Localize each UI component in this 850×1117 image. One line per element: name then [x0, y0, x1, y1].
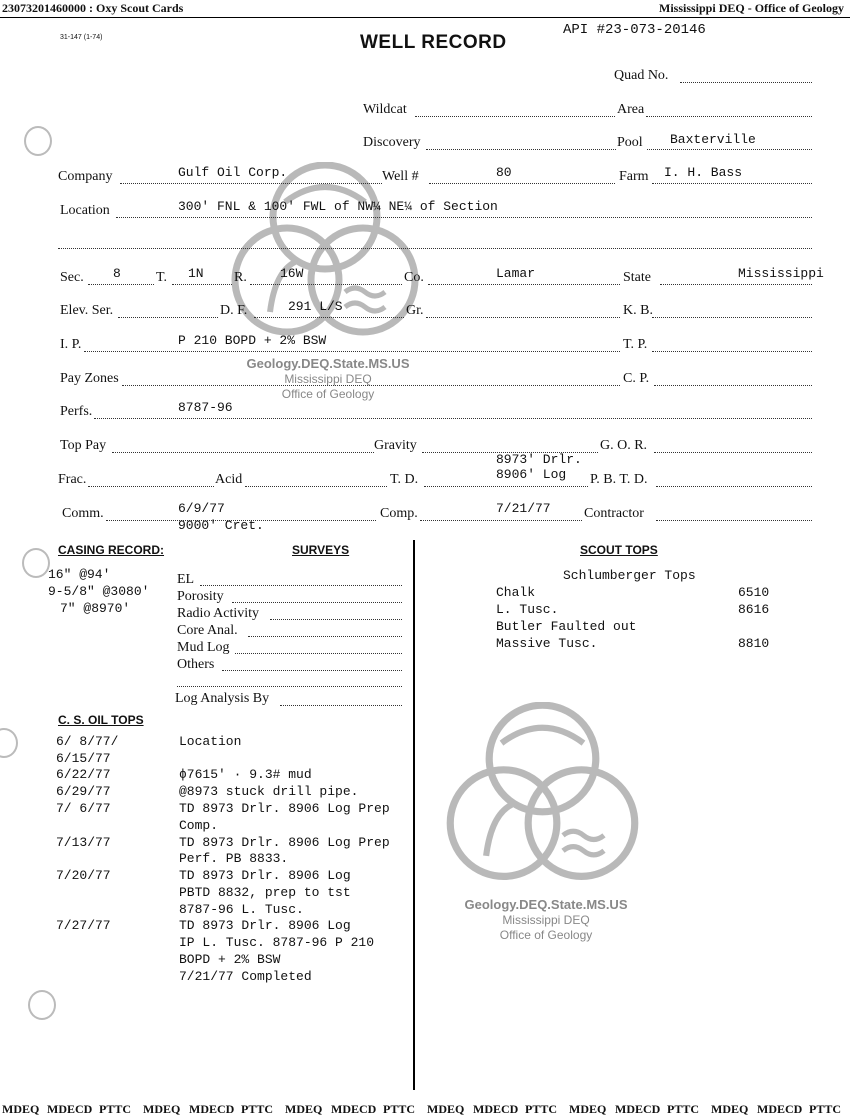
- comp-label: Comp.: [380, 506, 418, 521]
- survey-item-others: Others: [177, 657, 215, 672]
- deq-watermark-logo: [440, 702, 645, 897]
- df-value: 291 L/S: [288, 299, 343, 314]
- log-entry-text: TD 8973 Drlr. 8906 Log Prep: [179, 835, 390, 850]
- punch-hole: [0, 728, 18, 758]
- footer-item: MDECD: [331, 1102, 377, 1116]
- footer-item: PTTC: [667, 1102, 700, 1116]
- gravity-label: Gravity: [374, 438, 417, 453]
- punch-hole: [22, 548, 50, 578]
- footer-item: MDEQ: [2, 1102, 40, 1116]
- td-label: T. D.: [390, 472, 419, 487]
- log-entry-text: 7/21/77 Completed: [179, 969, 312, 984]
- t-value: 1N: [188, 266, 204, 281]
- scout-top-name: Massive Tusc.: [496, 636, 598, 651]
- log-entry-text: Comp.: [179, 818, 219, 833]
- log-entry-text: Perf. PB 8833.: [179, 851, 289, 866]
- watermark-agency: Mississippi DEQ: [284, 372, 372, 386]
- state-value: Mississippi: [738, 266, 824, 281]
- casing-record-heading: CASING RECORD:: [58, 543, 165, 557]
- log-entry-text: TD 8973 Drlr. 8906 Log Prep: [179, 801, 390, 816]
- watermark-url: Geology.DEQ.State.MS.US: [246, 356, 410, 371]
- cs-oil-tops-heading: C. S. OIL TOPS: [58, 713, 144, 727]
- pay-zones-label: Pay Zones: [60, 371, 119, 386]
- discovery-label: Discovery: [363, 135, 421, 150]
- page-title: WELL RECORD: [360, 32, 507, 53]
- cp-label: C. P.: [623, 371, 650, 386]
- log-entry-text: IP L. Tusc. 8787-96 P 210: [179, 935, 375, 950]
- casing-line: 9-5/8" @3080': [48, 584, 150, 599]
- td-log-value: 8906' Log: [496, 467, 567, 482]
- footer-item: MDECD: [757, 1102, 803, 1116]
- comm-label: Comm.: [62, 506, 104, 521]
- footer-item: MDEQ: [569, 1102, 607, 1116]
- top-pay-label: Top Pay: [60, 438, 107, 453]
- footer-item: MDECD: [47, 1102, 93, 1116]
- casing-line: 16" @94': [48, 567, 111, 582]
- log-entry-text: @8973 stuck drill pipe.: [179, 784, 359, 799]
- log-entry-date: 7/20/77: [56, 868, 111, 883]
- form-number: 31-147 (1-74): [60, 34, 103, 41]
- log-entry-text: Location: [179, 734, 242, 749]
- footer-item: MDEQ: [711, 1102, 749, 1116]
- pool-value: Baxterville: [670, 132, 756, 147]
- watermark-office: Office of Geology: [499, 928, 593, 942]
- comm-value: 6/9/77: [178, 501, 225, 516]
- comp-value: 7/21/77: [496, 501, 551, 516]
- footer-item: MDEQ: [143, 1102, 181, 1116]
- footer-item: PTTC: [809, 1102, 842, 1116]
- location-value: 300' FNL & 100' FWL of NW¼ NE¼ of Section: [178, 199, 498, 214]
- log-entry-text: TD 8973 Drlr. 8906 Log: [179, 918, 351, 933]
- header-agency: Mississippi DEQ - Office of Geology: [659, 1, 844, 15]
- api-number: API #23-073-20146: [563, 22, 706, 38]
- footer-item: MDECD: [615, 1102, 661, 1116]
- kb-label: K. B.: [623, 303, 653, 318]
- scout-top-name: Butler Faulted out: [496, 619, 637, 634]
- log-entry-text: 8787-96 L. Tusc.: [179, 902, 304, 917]
- watermark-url: Geology.DEQ.State.MS.US: [464, 897, 628, 912]
- footer-item: MDEQ: [285, 1102, 323, 1116]
- company-value: Gulf Oil Corp.: [178, 165, 288, 180]
- log-analysis-label: Log Analysis By: [175, 691, 270, 706]
- location-label: Location: [60, 203, 110, 218]
- watermark-office: Office of Geology: [281, 387, 375, 401]
- scout-top-depth: 6510: [738, 585, 770, 600]
- punch-hole: [28, 990, 56, 1020]
- footer-item: PTTC: [241, 1102, 274, 1116]
- scout-tops-heading: SCOUT TOPS: [580, 543, 658, 557]
- td-drlr-value: 8973' Drlr.: [496, 452, 582, 467]
- r-value: 16W: [280, 266, 304, 281]
- farm-label: Farm: [619, 169, 649, 184]
- df-label: D. F.: [220, 303, 248, 318]
- county-value: Lamar: [496, 266, 536, 281]
- page-header: [0, 0, 850, 18]
- survey-item-core-anal: Core Anal.: [177, 623, 238, 638]
- scout-top-name: L. Tusc.: [496, 602, 559, 617]
- punch-hole: [24, 126, 52, 156]
- co-label: Co.: [404, 270, 424, 285]
- log-entry-text: TD 8973 Drlr. 8906 Log: [179, 868, 351, 883]
- farm-value: I. H. Bass: [664, 165, 743, 180]
- elev-label: Elev. Ser.: [60, 303, 114, 318]
- scout-top-depth: 8810: [738, 636, 770, 651]
- pool-label: Pool: [617, 135, 643, 150]
- well-label: Well #: [382, 169, 419, 184]
- log-entry-date: 6/29/77: [56, 784, 111, 799]
- page-footer: [0, 1100, 850, 1117]
- area-label: Area: [617, 102, 645, 117]
- header-record-id: 23073201460000 : Oxy Scout Cards: [2, 1, 184, 15]
- tp-label: T. P.: [623, 337, 648, 352]
- surveys-heading: SURVEYS: [292, 543, 350, 557]
- gr-label: Gr.: [406, 303, 424, 318]
- survey-item-mud-log: Mud Log: [177, 640, 230, 655]
- quad-label: Quad No.: [614, 68, 669, 83]
- state-label: State: [623, 270, 651, 285]
- footer-item: MDECD: [189, 1102, 235, 1116]
- survey-item-porosity: Porosity: [177, 589, 224, 604]
- pbtd-label: P. B. T. D.: [590, 472, 648, 487]
- well-value: 80: [496, 165, 512, 180]
- log-entry-text: PBTD 8832, prep to tst: [179, 885, 351, 900]
- r-label: R.: [234, 270, 247, 285]
- footer-item: PTTC: [383, 1102, 416, 1116]
- log-entry-date: 6/22/77: [56, 767, 111, 782]
- footer-item: PTTC: [99, 1102, 132, 1116]
- perfs-label: Perfs.: [60, 404, 93, 419]
- scout-tops-subtitle: Schlumberger Tops: [563, 568, 696, 583]
- t-label: T.: [156, 270, 168, 285]
- log-entry-text: ϕ7615' · 9.3# mud: [179, 767, 312, 782]
- column-divider: [413, 540, 415, 1090]
- log-entry-text: BOPD + 2% BSW: [179, 952, 281, 967]
- sec-value: 8: [113, 266, 121, 281]
- acid-label: Acid: [215, 472, 243, 487]
- comm-note: 9000' Cret.: [178, 518, 264, 533]
- log-entry-date: 7/27/77: [56, 918, 111, 933]
- ip-value: P 210 BOPD + 2% BSW: [178, 333, 327, 348]
- log-entry-date: 6/ 8/77/: [56, 734, 119, 749]
- scout-top-depth: 8616: [738, 602, 770, 617]
- survey-item-radio-activity: Radio Activity: [177, 606, 260, 621]
- survey-item-el: EL: [177, 572, 195, 587]
- footer-item: MDECD: [473, 1102, 519, 1116]
- footer-item: PTTC: [525, 1102, 558, 1116]
- perfs-value: 8787-96: [178, 400, 233, 415]
- casing-line: 7" @8970': [60, 601, 131, 616]
- contractor-label: Contractor: [584, 506, 644, 521]
- footer-item: MDEQ: [427, 1102, 465, 1116]
- company-label: Company: [58, 169, 113, 184]
- watermark-agency: Mississippi DEQ: [502, 913, 590, 927]
- log-entry-date: 7/ 6/77: [56, 801, 111, 816]
- sec-label: Sec.: [60, 270, 84, 285]
- log-entry-date: 7/13/77: [56, 835, 111, 850]
- deq-watermark-logo: [225, 162, 425, 352]
- wildcat-label: Wildcat: [363, 102, 407, 117]
- log-entry-date: 6/15/77: [56, 751, 111, 766]
- frac-label: Frac.: [58, 472, 87, 487]
- ip-label: I. P.: [60, 337, 82, 352]
- gor-label: G. O. R.: [600, 438, 648, 453]
- scout-top-name: Chalk: [496, 585, 536, 600]
